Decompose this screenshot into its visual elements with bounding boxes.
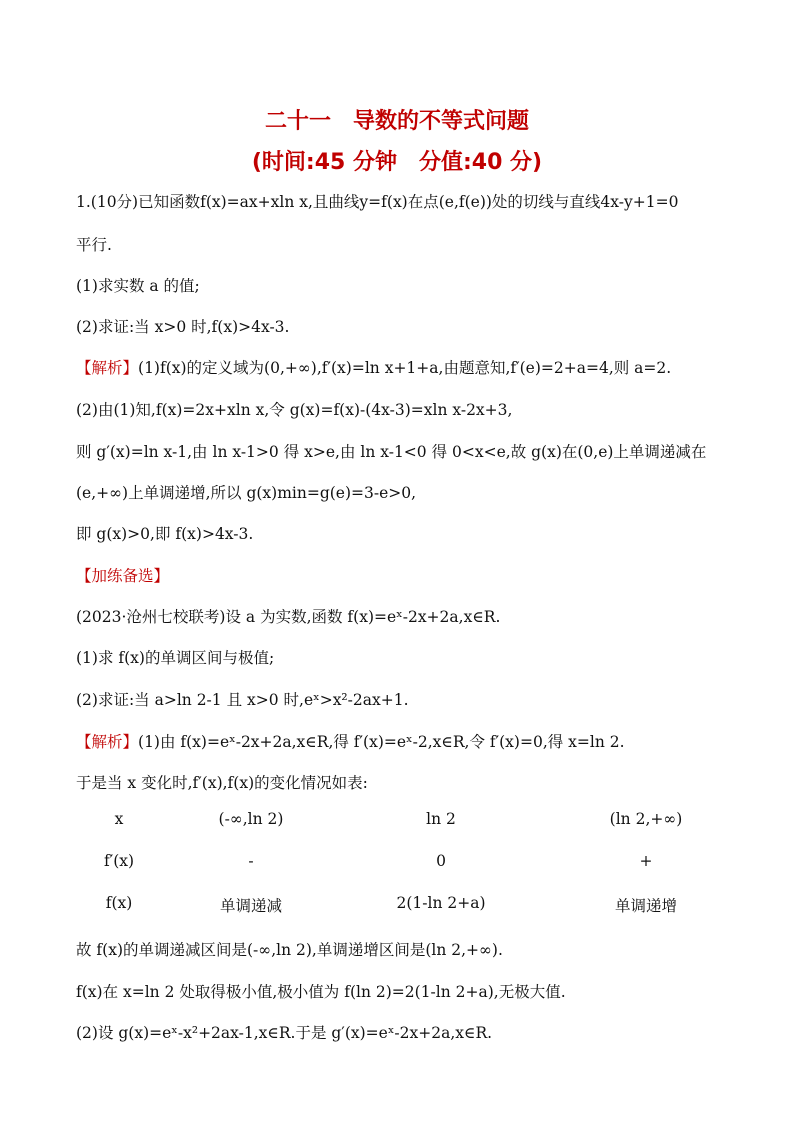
solution-1-line-4: (e,+∞)上单调递增,所以 g(x)min=g(e)=3-e>0,: [76, 484, 417, 502]
table-cell: ln 2: [426, 810, 456, 828]
table-cell: 单调递减: [219, 897, 282, 915]
section-marker: 【加练备选】: [76, 567, 170, 585]
table-row: [76, 810, 716, 852]
problem-1-part-1: (1)求实数 a 的值;: [76, 277, 200, 295]
extra-practice-heading: [76, 566, 736, 586]
table-cell: -: [248, 852, 254, 870]
table-cell: +: [639, 852, 653, 870]
problem-1-statement-cont: 平行.: [76, 236, 112, 254]
solution-1-line-3: 则 g′(x)=ln x-1,由 ln x-1>0 得 x>e,由 ln x-1<0 得 0<x<e,故 g(x)在(0,e)上单调递减在: [76, 443, 707, 461]
solution-1-line-1: 【解析】(1)f(x)的定义域为(0,+∞),f′(x)=ln x+1+a,由题意知,f′(e)=2+a=4,则 a=2.: [76, 359, 672, 377]
problem-2-statement: (2023·沧州七校联考)设 a 为实数,函数 f(x)=eˣ-2x+2a,x∈R.: [76, 608, 501, 626]
solution-2-line-2: 于是当 x 变化时,f′(x),f(x)的变化情况如表:: [76, 774, 368, 792]
section-marker: 【解析】: [76, 359, 139, 377]
problem-1-part-2: (2)求证:当 x>0 时,f(x)>4x-3.: [76, 318, 290, 336]
solution-2-line-5: (2)设 g(x)=eˣ-x²+2ax-1,x∈R.于是 g′(x)=eˣ-2x+2a,x∈R.: [76, 1024, 493, 1042]
table-cell: f′(x): [103, 852, 135, 870]
page-title: 二十一 导数的不等式问题: [264, 109, 529, 134]
problem-2-part-1: (1)求 f(x)的单调区间与极值;: [76, 649, 275, 667]
solution-1-line-5: 即 g(x)>0,即 f(x)>4x-3.: [76, 525, 254, 543]
solution-2-line-3: 故 f(x)的单调递减区间是(-∞,ln 2),单调递增区间是(ln 2,+∞).: [76, 941, 503, 959]
section-marker: 【解析】: [76, 733, 139, 751]
solution-1-line-2: (2)由(1)知,f(x)=2x+xln x,令 g(x)=f(x)-(4x-3)=xln x-2x+3,: [76, 401, 513, 419]
problem-2-part-2: (2)求证:当 a>ln 2-1 且 x>0 时,eˣ>x²-2ax+1.: [76, 691, 409, 709]
page-subtitle: (时间:45 分钟 分值:40 分): [251, 150, 543, 175]
table-cell: 单调递增: [614, 897, 677, 915]
table-row: [76, 852, 716, 894]
table-cell: x: [114, 810, 124, 828]
variation-table: [76, 810, 716, 936]
table-row: [76, 894, 716, 936]
table-cell: 2(1-ln 2+a): [396, 894, 486, 912]
problem-1-statement: 1.(10分)已知函数f(x)=ax+xln x,且曲线y=f(x)在点(e,f(e))处的切线与直线4x-y+1=0: [76, 193, 679, 211]
table-cell: (ln 2,+∞): [609, 810, 683, 828]
solution-2-line-4: f(x)在 x=ln 2 处取得极小值,极小值为 f(ln 2)=2(1-ln 2+a),无极大值.: [76, 983, 566, 1001]
table-cell: 0: [436, 852, 446, 870]
solution-2-line-1: 【解析】(1)由 f(x)=eˣ-2x+2a,x∈R,得 f′(x)=eˣ-2,x∈R,令 f′(x)=0,得 x=ln 2.: [76, 733, 625, 751]
table-cell: (-∞,ln 2): [218, 810, 284, 828]
table-cell: f(x): [105, 894, 133, 912]
